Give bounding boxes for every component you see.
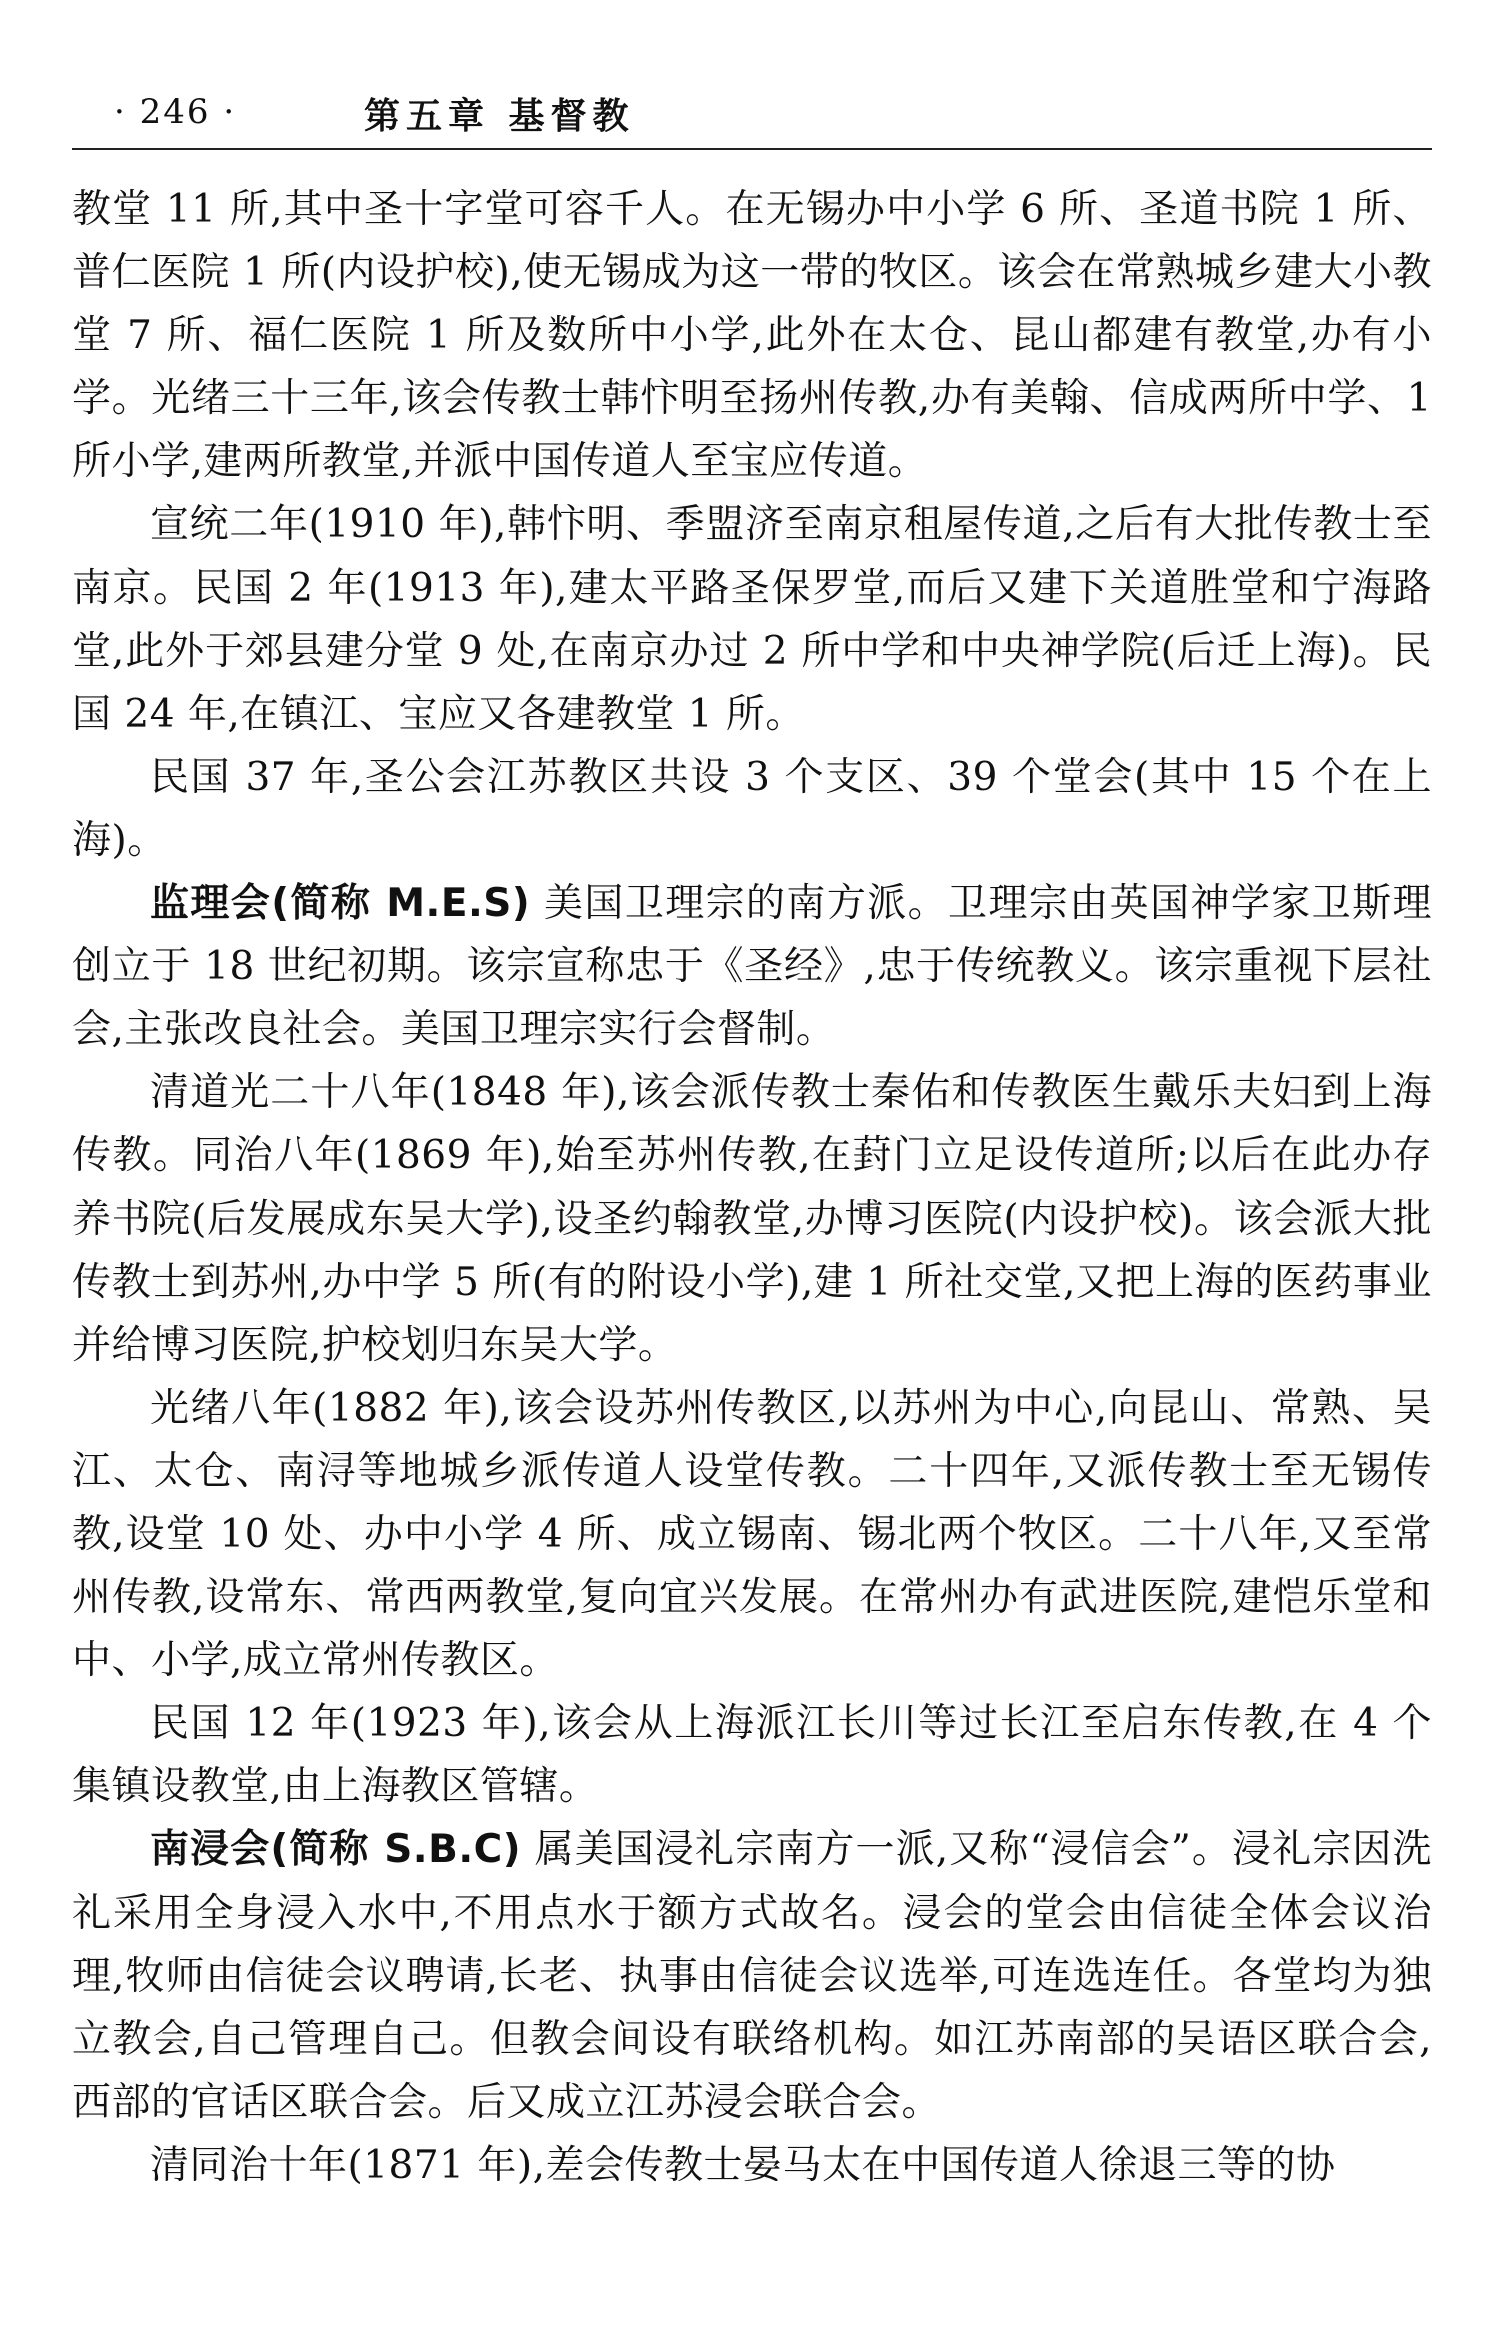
page-header bbox=[72, 88, 1432, 144]
paragraph-7 bbox=[72, 1692, 1432, 1818]
paragraph-text: 光绪八年(1882 年),该会设苏州传教区,以苏州为中心,向昆山、常熟、吴江、太仓、南浔等地城乡派传道人设堂传教。二十四年,又派传教士至无锡传教,设堂 10 处、办中小学 4 所、成立锡南、锡北两个牧区。二十八年,又至常州传教,设常东、常西两教堂,复向宜兴发展。在常州办有武进医院,建恺乐堂和中、小学,成立常州传教区。 bbox=[72, 1385, 1432, 1684]
paragraph-5 bbox=[72, 1061, 1432, 1376]
chapter-title: 第五章 基督教 bbox=[364, 96, 635, 137]
entry-term: 监理会(简称 M.E.S) bbox=[150, 881, 531, 927]
paragraph-4 bbox=[72, 872, 1432, 1061]
paragraph-1 bbox=[72, 178, 1432, 493]
paragraph-text: 清同治十年(1871 年),差会传教士晏马太在中国传道人徐退三等的协 bbox=[150, 2142, 1336, 2188]
paragraph-text: 民国 12 年(1923 年),该会从上海派江长川等过长江至启东传教,在 4 个集镇设教堂,由上海教区管辖。 bbox=[72, 1701, 1432, 1810]
paragraph-text: 教堂 11 所,其中圣十字堂可容千人。在无锡办中小学 6 所、圣道书院 1 所、普仁医院 1 所(内设护校),使无锡成为这一带的牧区。该会在常熟城乡建大小教堂 7 所、福仁医院 1 所及数所中小学,此外在太仓、昆山都建有教堂,办有小学。光绪三十三年,该会传教士韩忭明至扬州传教,办有美翰、信成两所中学、1 所小学,建两所教堂,并派中国传道人至宝应传道。 bbox=[72, 187, 1432, 485]
paragraph-8 bbox=[72, 1818, 1432, 2133]
paragraph-9 bbox=[72, 2134, 1432, 2197]
paragraph-2 bbox=[72, 493, 1432, 745]
paragraph-3 bbox=[72, 746, 1432, 872]
paragraph-text: 宣统二年(1910 年),韩忭明、季盟济至南京租屋传道,之后有大批传教士至南京。民国 2 年(1913 年),建太平路圣保罗堂,而后又建下关道胜堂和宁海路堂,此外于郊县建分堂 9 处,在南京办过 2 所中学和中央神学院(后迁上海)。民国 24 年,在镇江、宝应又各建教堂 1 所。 bbox=[72, 502, 1432, 737]
body-text bbox=[72, 178, 1432, 2197]
paragraph-6 bbox=[72, 1377, 1432, 1692]
paragraph-text: 美国卫理宗的南方派。卫理宗由英国神学家卫斯理创立于 18 世纪初期。该宗宣称忠于《圣经》,忠于传统教义。该宗重视下层社会,主张改良社会。美国卫理宗实行会督制。 bbox=[72, 881, 1432, 1053]
paragraph-text: 清道光二十八年(1848 年),该会派传教士秦佑和传教医生戴乐夫妇到上海传教。同治八年(1869 年),始至苏州传教,在葑门立足设传道所;以后在此办存养书院(后发展成东吴大学),设圣约翰教堂,办博习医院(内设护校)。该会派大批传教士到苏州,办中学 5 所(有的附设小学),建 1 所社交堂,又把上海的医药事业并给博习医院,护校划归东吴大学。 bbox=[72, 1070, 1432, 1368]
paragraph-text: 属美国浸礼宗南方一派,又称“浸信会”。浸礼宗因洗礼采用全身浸入水中,不用点水于额方式故名。浸会的堂会由信徒全体会议治理,牧师由信徒会议聘请,长老、执事由信徒会议选举,可连选连任。各堂均为独立教会,自己管理自己。但教会间设有联络机构。如江苏南部的吴语区联合会,西部的官话区联合会。后又成立江苏浸会联合会。 bbox=[72, 1827, 1432, 2125]
entry-term: 南浸会(简称 S.B.C) bbox=[150, 1827, 522, 1873]
header-rule bbox=[72, 148, 1432, 150]
page-number: · 246 · bbox=[114, 92, 237, 132]
paragraph-text: 民国 37 年,圣公会江苏教区共设 3 个支区、39 个堂会(其中 15 个在上海)。 bbox=[72, 754, 1432, 863]
